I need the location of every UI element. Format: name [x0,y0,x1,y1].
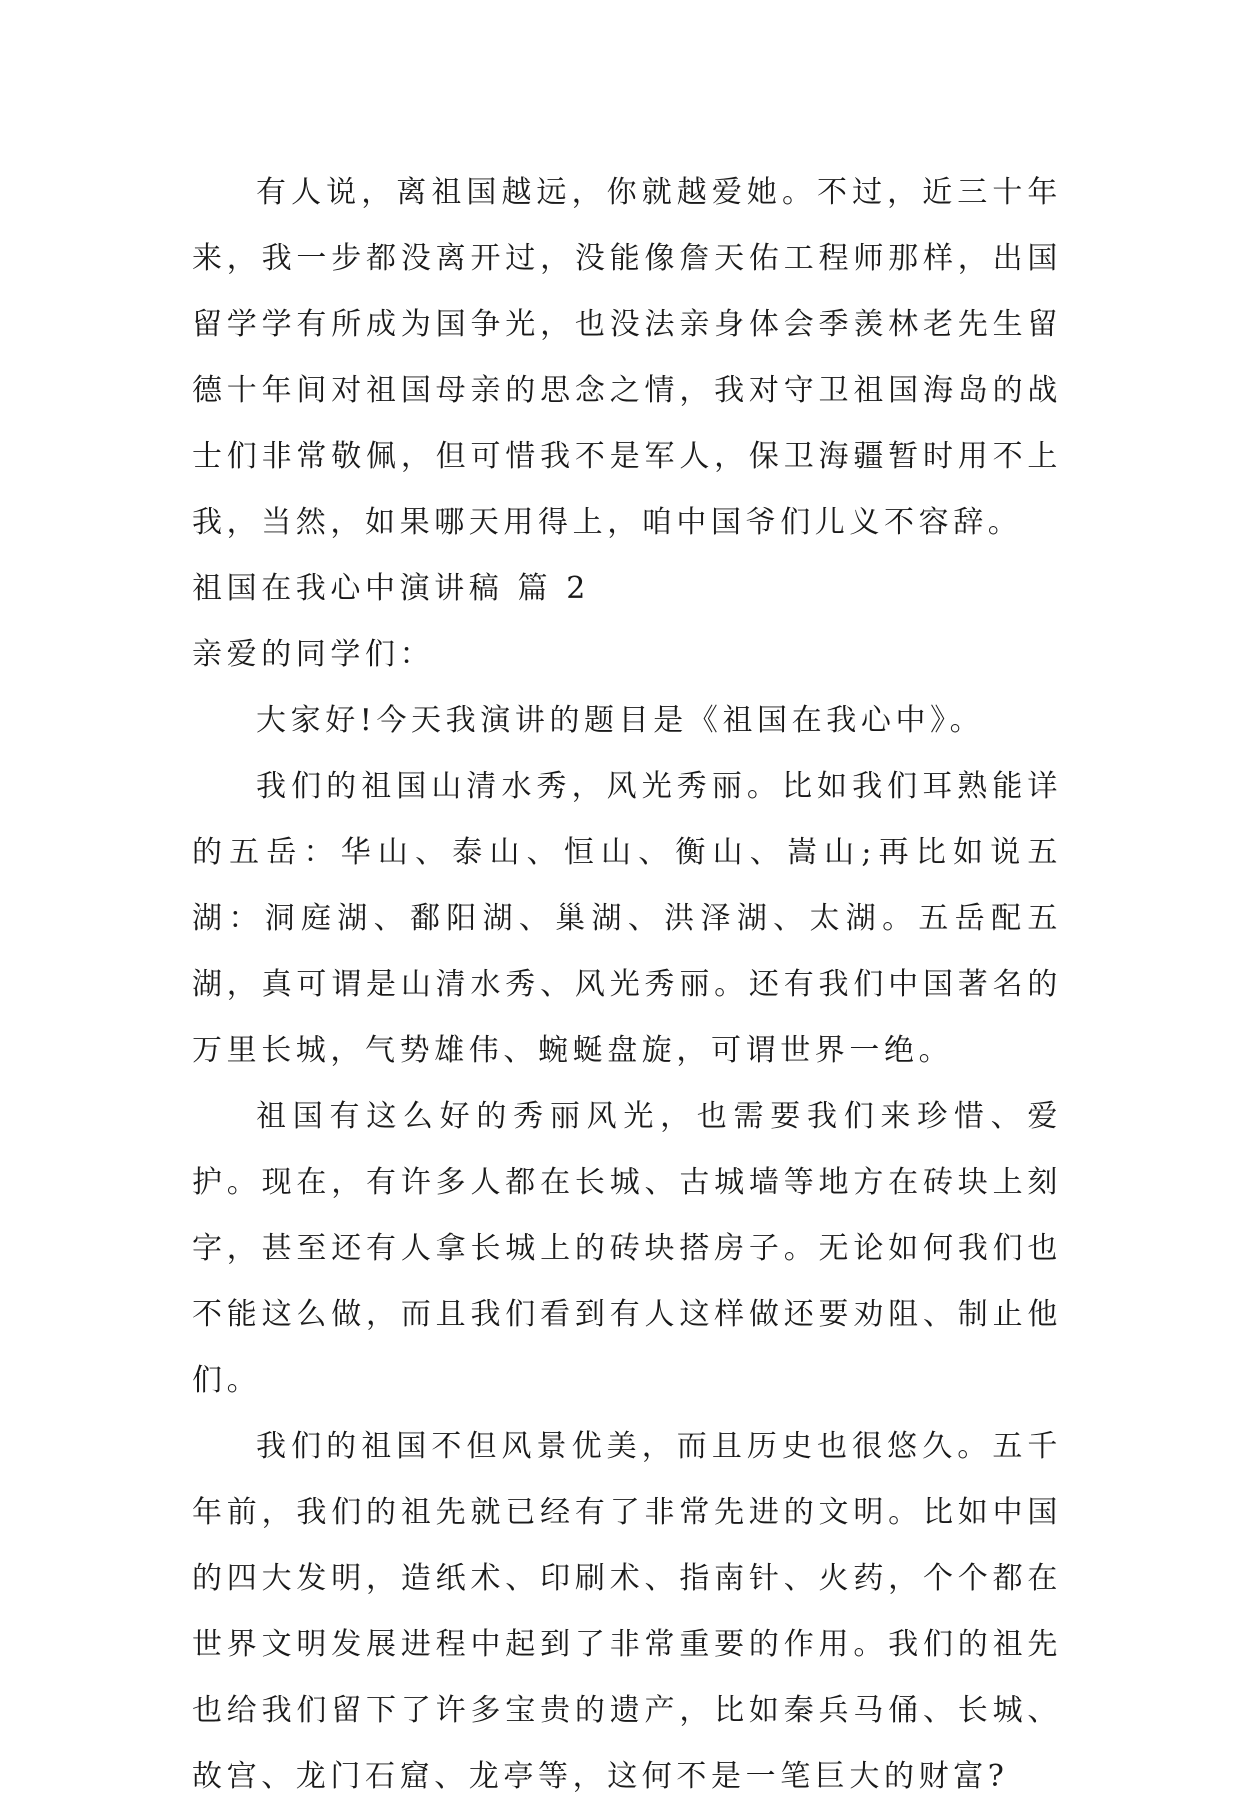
speech-paragraph-protection: 祖国有这么好的秀丽风光，也需要我们来珍惜、爱护。现在，有许多人都在长城、古城墙等地方在砖块上刻字，甚至还有人拿长城上的砖块搭房子。无论如何我们也不能这么做，而且我们看到有人这样做还要劝阻、制止他们。 [192,1099,1062,1398]
speech-paragraph-scenery: 我们的祖国山清水秀，风光秀丽。比如我们耳熟能详的五岳：华山、泰山、恒山、衡山、嵩山;再比如说五湖：洞庭湖、鄱阳湖、巢湖、洪泽湖、太湖。五岳配五湖，真可谓是山清水秀、风光秀丽。还有我们中国著名的万里长城，气势雄伟、蜿蜒盘旋，可谓世界一绝。 [192,769,1062,1068]
text-block [192,160,1062,1810]
speech-paragraph-greeting: 大家好!今天我演讲的题目是《祖国在我心中》。 [256,703,985,738]
section-title: 祖国在我心中演讲稿 篇 2 [192,571,590,606]
paragraph-intro: 有人说，离祖国越远，你就越爱她。不过，近三十年来，我一步都没离开过，没能像詹天佑工程师那样，出国留学学有所成为国争光，也没法亲身体会季羡林老先生留德十年间对祖国母亲的思念之情，我对守卫祖国海岛的战士们非常敬佩，但可惜我不是军人，保卫海疆暂时用不上我，当然，如果哪天用得上，咱中国爷们儿义不容辞。 [192,175,1062,540]
salutation: 亲爱的同学们： [192,637,435,672]
speech-paragraph-history: 我们的祖国不但风景优美，而且历史也很悠久。五千年前，我们的祖先就已经有了非常先进的文明。比如中国的四大发明，造纸术、印刷术、指南针、火药，个个都在世界文明发展进程中起到了非常重要的作用。我们的祖先也给我们留下了许多宝贵的遗产，比如秦兵马俑、长城、故宫、龙门石窟、龙亭等，这何不是一笔巨大的财富? [192,1429,1062,1794]
